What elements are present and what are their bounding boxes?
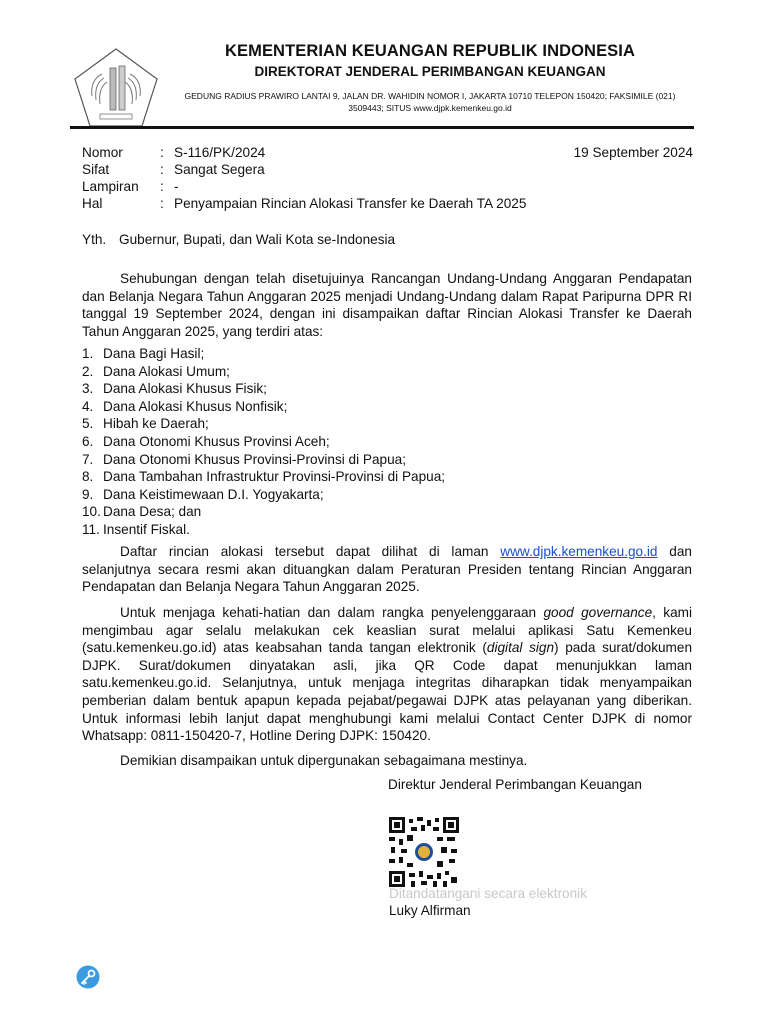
allocation-list bbox=[82, 345, 692, 539]
kemenkeu-emblem-icon bbox=[72, 46, 160, 130]
paragraph-integrity-text-b: , kami mengimbau agar selalu melakukan cek keaslian surat melalui aplikasi Satu Kemenkeu (satu.kemenkeu.go.id) atas keabsahan tanda tangan elektronik ( bbox=[82, 605, 692, 656]
paragraph-intro-text: Sehubungan dengan telah disetujuinya Rancangan Undang-Undang Anggaran Pendapatan dan Belanja Negara Tahun Anggaran 2025 menjadi Undang-Undang dalam Rapat Paripurna DPR RI tanggal 19 September 2024, dengan ini disampaikan daftar Rincian Alokasi Transfer ke Daerah Tahun Anggaran 2025, yang terdiri atas: bbox=[82, 271, 692, 339]
list-number: 6. bbox=[82, 433, 94, 449]
list-number: 4. bbox=[82, 398, 94, 414]
address-line-2: 3509443; SITUS www.djpk.kemenkeu.go.id bbox=[348, 103, 512, 113]
list-text: Dana Alokasi Khusus Fisik; bbox=[103, 381, 267, 397]
list-number: 11. bbox=[82, 521, 100, 537]
meta-value: S-116/PK/2024 bbox=[174, 145, 266, 160]
list-number: 8. bbox=[82, 469, 94, 485]
paragraph-intro bbox=[82, 270, 692, 340]
recipient-prefix: Yth. bbox=[82, 232, 107, 247]
list-number: 1. bbox=[82, 346, 94, 361]
meta-value: - bbox=[174, 179, 179, 194]
list-text: Dana Otonomi Khusus Provinsi-Provinsi di Papua; bbox=[103, 451, 406, 467]
paragraph-link-text-b: dan selanjutnya secara resmi akan dituangkan dalam Peraturan Presiden tentang Rincian Anggaran Pendapatan dan Belanja Negara Tahun Anggaran 2025. bbox=[82, 544, 692, 595]
meta-label: Nomor bbox=[82, 145, 123, 160]
list-item bbox=[82, 503, 692, 521]
directorate-title: DIREKTORAT JENDERAL PERIMBANGAN KEUANGAN bbox=[254, 64, 606, 79]
meta-value: Sangat Segera bbox=[174, 162, 265, 177]
list-item bbox=[82, 521, 692, 539]
list-item bbox=[82, 398, 692, 416]
list-item bbox=[82, 468, 692, 486]
list-text: Dana Desa; dan bbox=[103, 504, 202, 520]
emphasis-good-governance: good governance bbox=[543, 605, 653, 620]
list-item bbox=[82, 363, 692, 381]
paragraph-integrity-text-c: ) pada surat/dokumen DJPK. Surat/dokumen dinyatakan asli, jika QR Code dapat menunjukkan laman satu.kemenkeu.go.id. Selanjutnya, untuk menjaga integritas diharapkan tidak menyampaikan pemberian dalam bentuk apapun kepada pejabat/pegawai DJPK atas pelayanan yang diberikan. Untuk informasi lebih lanjut dapat menghubungi kami melalui Contact Center DJPK di nomor Whatsapp: 0811-150420-7, Hotline Dering DJPK: 150420. bbox=[82, 640, 692, 744]
meta-label: Sifat bbox=[82, 162, 110, 177]
djpk-website-link[interactable]: www.djpk.kemenkeu.go.id bbox=[500, 544, 658, 559]
signatory-name: Luky Alfirman bbox=[389, 903, 471, 918]
list-number: 5. bbox=[82, 416, 94, 432]
meta-label: Lampiran bbox=[82, 179, 139, 194]
list-item bbox=[82, 415, 692, 433]
list-number: 10. bbox=[82, 504, 101, 520]
list-text: Dana Alokasi Umum; bbox=[103, 363, 230, 379]
meta-value: Penyampaian Rincian Alokasi Transfer ke Daerah TA 2025 bbox=[174, 196, 527, 211]
meta-colon: : bbox=[160, 162, 164, 177]
list-text: Insentif Fiskal. bbox=[103, 521, 190, 537]
ministry-title: KEMENTERIAN KEUANGAN REPUBLIK INDONESIA bbox=[224, 42, 635, 60]
list-item bbox=[82, 345, 692, 363]
esign-note: Ditandatangani secara elektronik bbox=[389, 886, 587, 901]
letterhead-divider bbox=[70, 126, 694, 129]
list-text: Dana Bagi Hasil; bbox=[103, 346, 205, 361]
list-item bbox=[82, 433, 692, 451]
recipient bbox=[82, 232, 395, 247]
list-item bbox=[82, 380, 692, 398]
list-text: Dana Tambahan Infrastruktur Provinsi-Provinsi di Papua; bbox=[103, 469, 446, 485]
paragraph-link bbox=[82, 543, 692, 596]
list-number: 2. bbox=[82, 363, 94, 379]
list-number: 7. bbox=[82, 451, 94, 467]
list-number: 9. bbox=[82, 486, 94, 502]
closing-text: Demikian disampaikan untuk dipergunakan sebagaimana mestinya. bbox=[120, 753, 528, 768]
qr-code-icon[interactable] bbox=[389, 817, 459, 887]
closing-paragraph bbox=[82, 752, 692, 770]
list-text: Dana Alokasi Khusus Nonfisik; bbox=[103, 398, 288, 414]
list-text: Hibah ke Daerah; bbox=[103, 416, 209, 432]
paragraph-integrity bbox=[82, 604, 692, 745]
meta-colon: : bbox=[160, 145, 164, 160]
paragraph-integrity-text-a: Untuk menjaga kehati-hatian dan dalam rangka penyelenggaraan bbox=[120, 605, 544, 620]
list-text: Dana Otonomi Khusus Provinsi Aceh; bbox=[103, 433, 330, 449]
letter-date: 19 September 2024 bbox=[573, 145, 693, 160]
list-text: Dana Keistimewaan D.I. Yogyakarta; bbox=[103, 486, 324, 502]
key-badge-icon[interactable] bbox=[76, 965, 100, 989]
address-line-1: GEDUNG RADIUS PRAWIRO LANTAI 9, JALAN DR. WAHIDIN NOMOR I, JAKARTA 10710 TELEPON 150420; FAKSIMILE (021) bbox=[184, 91, 676, 101]
meta-label: Hal bbox=[82, 196, 103, 211]
letterhead-address bbox=[160, 90, 700, 114]
meta-colon: : bbox=[160, 196, 164, 211]
signatory-title: Direktur Jenderal Perimbangan Keuangan bbox=[388, 777, 642, 792]
emphasis-digital-sign: digital sign bbox=[486, 640, 555, 656]
paragraph-link-text-a: Daftar rincian alokasi tersebut dapat dilihat di laman bbox=[120, 544, 501, 559]
recipient-name: Gubernur, Bupati, dan Wali Kota se-Indonesia bbox=[119, 232, 396, 247]
list-item bbox=[82, 486, 692, 504]
list-item bbox=[82, 451, 692, 469]
meta-colon: : bbox=[160, 179, 164, 194]
list-number: 3. bbox=[82, 381, 94, 397]
